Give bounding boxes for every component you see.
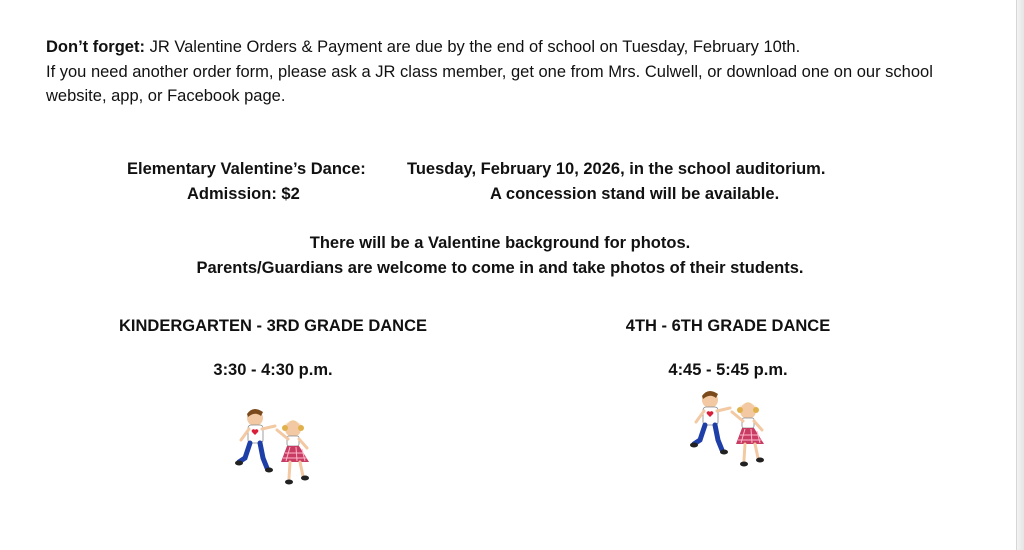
- group-k3-title: KINDERGARTEN - 3RD GRADE DANCE: [118, 317, 427, 335]
- page-edge-scrollbar: [1016, 0, 1024, 550]
- reminder-line-2: If you need another order form, please ask a JR class member, get one from Mrs. Culwell, or download one on our school website, app, or Facebook page.: [46, 62, 933, 105]
- group-46-time: 4:45 - 5:45 p.m.: [668, 361, 788, 379]
- dance-date-location: Tuesday, February 10, 2026, in the school auditorium.: [407, 160, 826, 178]
- boy-dancer: [235, 409, 275, 473]
- dance-admission: Admission: $2: [187, 185, 300, 203]
- group-46-title: 4TH - 6TH GRADE DANCE: [625, 317, 831, 335]
- dancing-couple-icon: [233, 402, 319, 494]
- dancing-couple-icon: [688, 384, 774, 476]
- girl-dancer: [277, 421, 309, 485]
- parents-photo-note: Parents/Guardians are welcome to come in and take photos of their students.: [196, 259, 804, 277]
- boy-dancer: [690, 391, 730, 455]
- dance-title: Elementary Valentine’s Dance:: [127, 160, 366, 178]
- girl-dancer: [732, 403, 764, 467]
- photo-background-note: There will be a Valentine background for photos.: [309, 234, 691, 252]
- reminder-line-1: JR Valentine Orders & Payment are due by the end of school on Tuesday, February 10th.: [144, 38, 801, 56]
- concession-note: A concession stand will be available.: [490, 185, 780, 203]
- reminder-paragraph: [46, 35, 986, 109]
- group-k3-time: 3:30 - 4:30 p.m.: [213, 361, 333, 379]
- reminder-lead: Don’t forget:: [46, 38, 145, 56]
